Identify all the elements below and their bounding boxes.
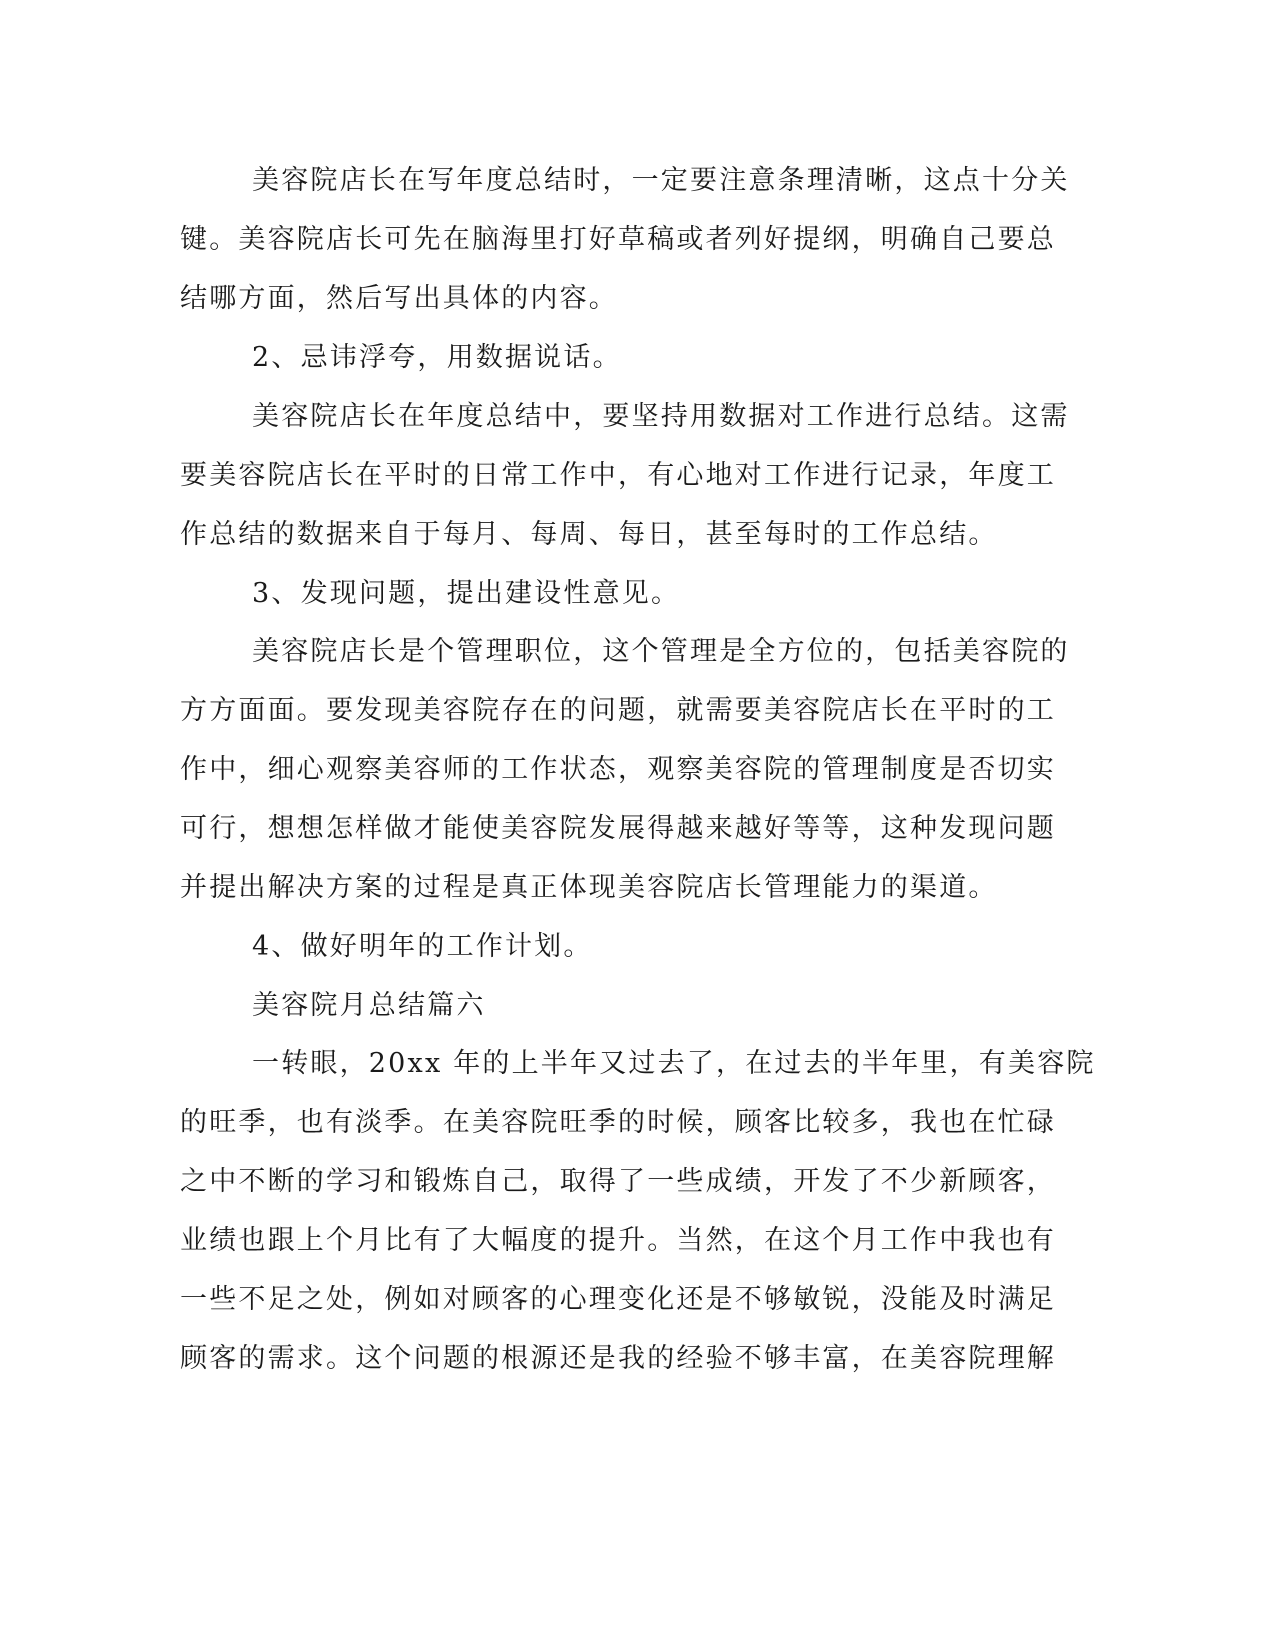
paragraph-line: 美容院店长在年度总结中，要坚持用数据对工作进行总结。这需: [252, 401, 1070, 432]
paragraph-line: 的旺季，也有淡季。在美容院旺季的时候，顾客比较多，我也在忙碌: [180, 1107, 1056, 1138]
paragraph-line: 之中不断的学习和锻炼自己，取得了一些成绩，开发了不少新顾客，: [180, 1166, 1056, 1197]
paragraph-line: 美容院店长是个管理职位，这个管理是全方位的，包括美容院的: [252, 636, 1070, 667]
paragraph-line: 作中，细心观察美容师的工作状态，观察美容院的管理制度是否切实: [180, 754, 1056, 785]
paragraph-line: 可行，想想怎样做才能使美容院发展得越来越好等等，这种发现问题: [180, 813, 1056, 844]
paragraph-line: 方方面面。要发现美容院存在的问题，就需要美容院店长在平时的工: [180, 695, 1056, 726]
section-heading: 3、发现问题，提出建设性意见。: [252, 578, 681, 609]
paragraph-line: 业绩也跟上个月比有了大幅度的提升。当然，在这个月工作中我也有: [180, 1225, 1056, 1256]
section-heading: 2、忌讳浮夸，用数据说话。: [252, 342, 622, 373]
paragraph-line: 美容院店长在写年度总结时，一定要注意条理清晰，这点十分关: [252, 165, 1070, 196]
section-heading: 4、做好明年的工作计划。: [252, 931, 593, 962]
paragraph-line: 一些不足之处，例如对顾客的心理变化还是不够敏锐，没能及时满足: [180, 1284, 1056, 1315]
paragraph-line: 并提出解决方案的过程是真正体现美容院店长管理能力的渠道。: [180, 872, 998, 903]
paragraph-line: 键。美容院店长可先在脑海里打好草稿或者列好提纲，明确自己要总: [180, 224, 1056, 255]
article-title: 美容院月总结篇六: [252, 990, 486, 1021]
paragraph-line: 作总结的数据来自于每月、每周、每日，甚至每时的工作总结。: [180, 519, 998, 550]
paragraph-line: 要美容院店长在平时的日常工作中，有心地对工作进行记录，年度工: [180, 460, 1056, 491]
paragraph-line: 结哪方面，然后写出具体的内容。: [180, 283, 618, 314]
paragraph-line: 一转眼，20xx 年的上半年又过去了，在过去的半年里，有美容院: [252, 1048, 1096, 1079]
paragraph-line: 顾客的需求。这个问题的根源还是我的经验不够丰富，在美容院理解: [180, 1343, 1056, 1374]
